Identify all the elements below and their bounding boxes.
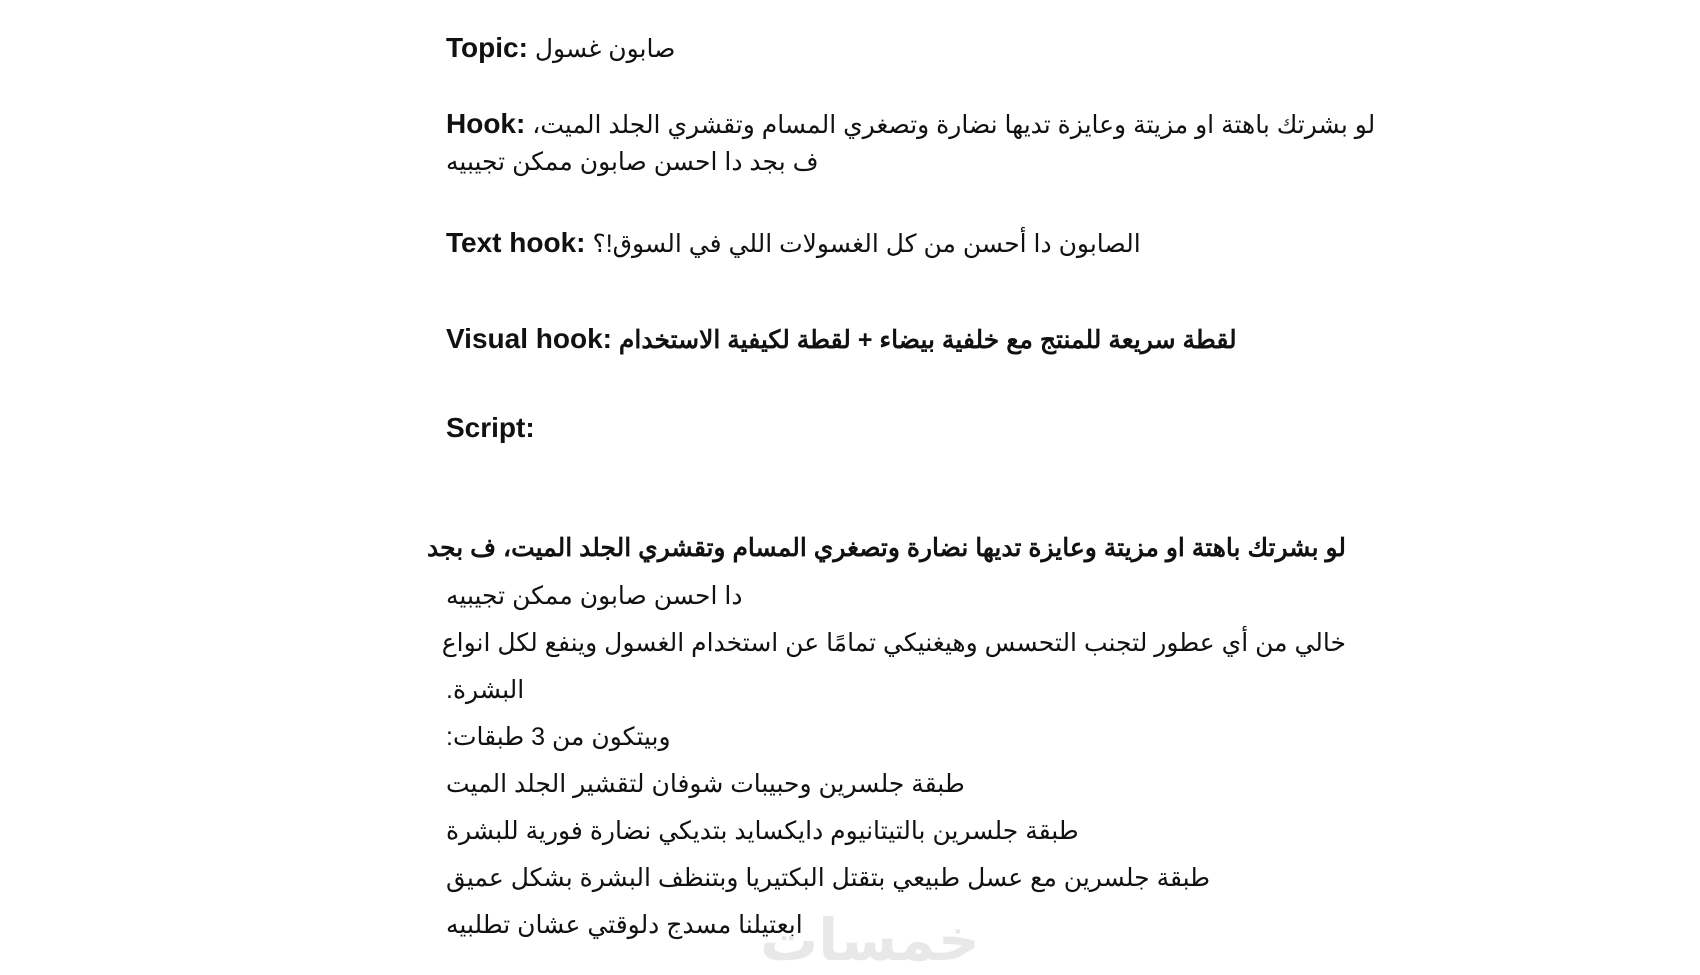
hook-label: Hook: — [446, 108, 526, 139]
visual-hook-label: Visual hook: — [446, 323, 612, 354]
script-text-3: خالي من أي عطور لتجنب التحسس وهيغنيكي تمامًا عن استخدام الغسول وينفع لكل انواع — [441, 629, 1346, 657]
script-text-6: طبقة جلسرين وحبيبات شوفان لتقشير الجلد الميت — [446, 770, 965, 798]
script-line-7 — [446, 813, 1346, 849]
khamsat-watermark-logo: خمسات — [760, 906, 980, 974]
script-text-2: دا احسن صابون ممكن تجيبيه — [446, 582, 743, 610]
hook-text-line2: ف بجد دا احسن صابون ممكن تجيبيه — [446, 148, 819, 176]
visual-hook-line — [446, 321, 1346, 358]
hook-line-1 — [446, 106, 1376, 143]
script-label: Script: — [446, 412, 535, 443]
script-text-4: البشرة. — [446, 676, 525, 704]
script-text-9: ابعتيلنا مسدج دلوقتي عشان تطلبيه — [446, 911, 803, 939]
script-line-2 — [446, 578, 1346, 614]
script-line-1 — [426, 530, 1346, 566]
script-line-4 — [446, 672, 1346, 708]
script-line-5 — [446, 719, 1346, 755]
text-hook-line — [446, 225, 1346, 262]
script-text-5: وبيتكون من 3 طبقات: — [446, 723, 671, 751]
visual-hook-text: لقطة سريعة للمنتج مع خلفية بيضاء + لقطة لكيفية الاستخدام — [618, 326, 1237, 354]
topic-text: صابون غسول — [534, 35, 676, 63]
script-line-6 — [446, 766, 1346, 802]
hook-line-2 — [446, 144, 1346, 180]
script-heading — [446, 410, 1346, 447]
topic-line — [446, 30, 1346, 67]
script-text-7: طبقة جلسرين بالتيتانيوم دايكسايد بتديكي نضارة فورية للبشرة — [446, 817, 1079, 845]
hook-text-line1: لو بشرتك باهتة او مزيتة وعايزة تديها نضارة وتصغري المسام وتقشري الجلد الميت، — [532, 111, 1376, 139]
script-text-8: طبقة جلسرين مع عسل طبيعي بتقتل البكتيريا وبتنظف البشرة بشكل عميق — [446, 864, 1211, 892]
script-line-8 — [446, 860, 1346, 896]
script-line-3 — [441, 625, 1346, 661]
topic-label: Topic: — [446, 32, 528, 63]
text-hook-label: Text hook: — [446, 227, 586, 258]
script-text-1: لو بشرتك باهتة او مزيتة وعايزة تديها نضارة وتصغري المسام وتقشري الجلد الميت، ف بجد — [426, 534, 1346, 562]
text-hook-text: الصابون دا أحسن من كل الغسولات اللي في السوق!؟ — [592, 230, 1141, 258]
